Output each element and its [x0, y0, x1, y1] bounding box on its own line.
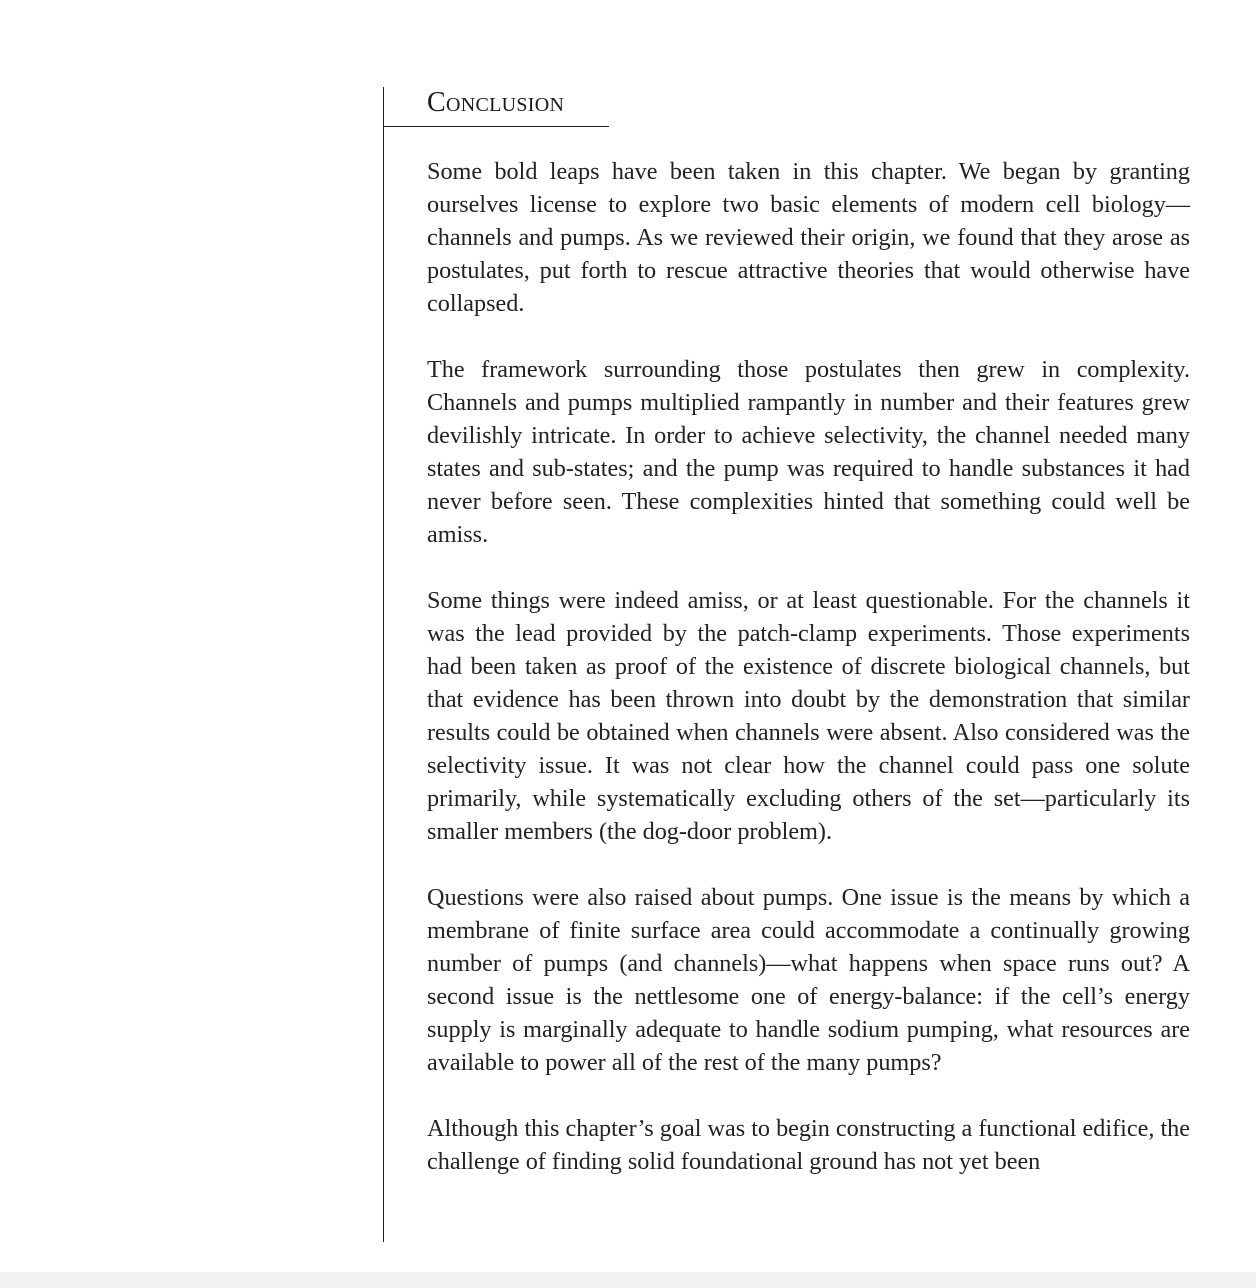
section-heading: Conclusion — [427, 87, 565, 118]
paragraph: The framework surrounding those postulates then grew in complexity. Channels and pumps multiplied rampantly in number and their features grew devilishly intricate. In order to achieve selectivity, the channel needed many states and sub-states; and the pump was required to handle substances it had never before seen. These complexities hinted that something could well be amiss. — [427, 356, 1190, 548]
margin-rule — [383, 87, 384, 1242]
paragraph: Some things were indeed amiss, or at least questionable. For the channels it was the lead provided by the patch-clamp experiments. Those experiments had been taken as proof of the existence of discrete biological channels, but that evidence has been thrown into doubt by the demonstration that similar results could be obtained when channels were absent. Also considered was the selectivity issue. It was not clear how the channel could pass one solute primarily, while systematically excluding others of the set—particularly its smaller members (the dog-door problem). — [427, 587, 1190, 845]
paragraph: Although this chapter’s goal was to begin constructing a functional edifice, the challenge of finding solid foundational ground has not yet been — [427, 1115, 1190, 1175]
viewer-bottom-band — [0, 1272, 1256, 1288]
paragraph: Some bold leaps have been taken in this chapter. We began by granting ourselves license to explore two basic elements of modern cell biology—channels and pumps. As we reviewed their origin, we found that they arose as postulates, put forth to rescue attractive theories that would otherwise have collapsed. — [427, 158, 1190, 317]
body-text — [427, 155, 1190, 1178]
section-heading-block — [384, 86, 609, 127]
paragraph: Questions were also raised about pumps. One issue is the means by which a membrane of finite surface area could accommodate a continually growing number of pumps (and channels)—what happens when space runs out? A second issue is the nettlesome one of energy-balance: if the cell’s energy supply is marginally adequate to handle sodium pumping, what resources are available to power all of the rest of the many pumps? — [427, 884, 1190, 1076]
